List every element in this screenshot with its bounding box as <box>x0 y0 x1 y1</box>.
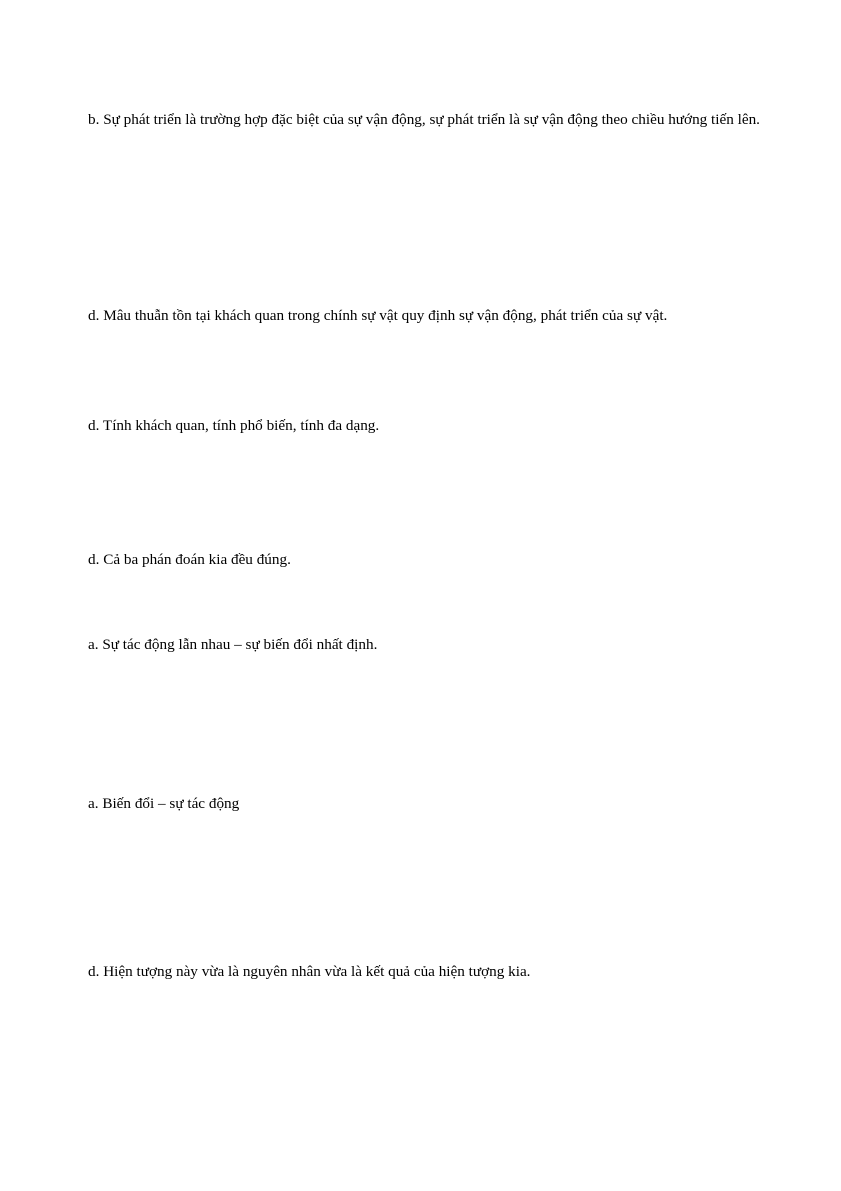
answer-line: d. Cả ba phán đoán kia đều đúng. <box>88 551 291 568</box>
answer-line: d. Hiện tượng này vừa là nguyên nhân vừa là kết quả của hiện tượng kia. <box>88 963 531 980</box>
answer-line: a. Sự tác động lẫn nhau – sự biến đổi nhất định. <box>88 636 378 653</box>
answer-line: d. Mâu thuẫn tồn tại khách quan trong chính sự vật quy định sự vận động, phát triển của sự vật. <box>88 307 668 324</box>
answer-line: d. Tính khách quan, tính phổ biến, tính đa dạng. <box>88 417 380 434</box>
answer-line: a. Biến đổi – sự tác động <box>88 795 240 812</box>
answer-line: b. Sự phát triển là trường hợp đặc biệt của sự vận động, sự phát triển là sự vận động theo chiều hướng tiến lên. <box>88 111 760 128</box>
